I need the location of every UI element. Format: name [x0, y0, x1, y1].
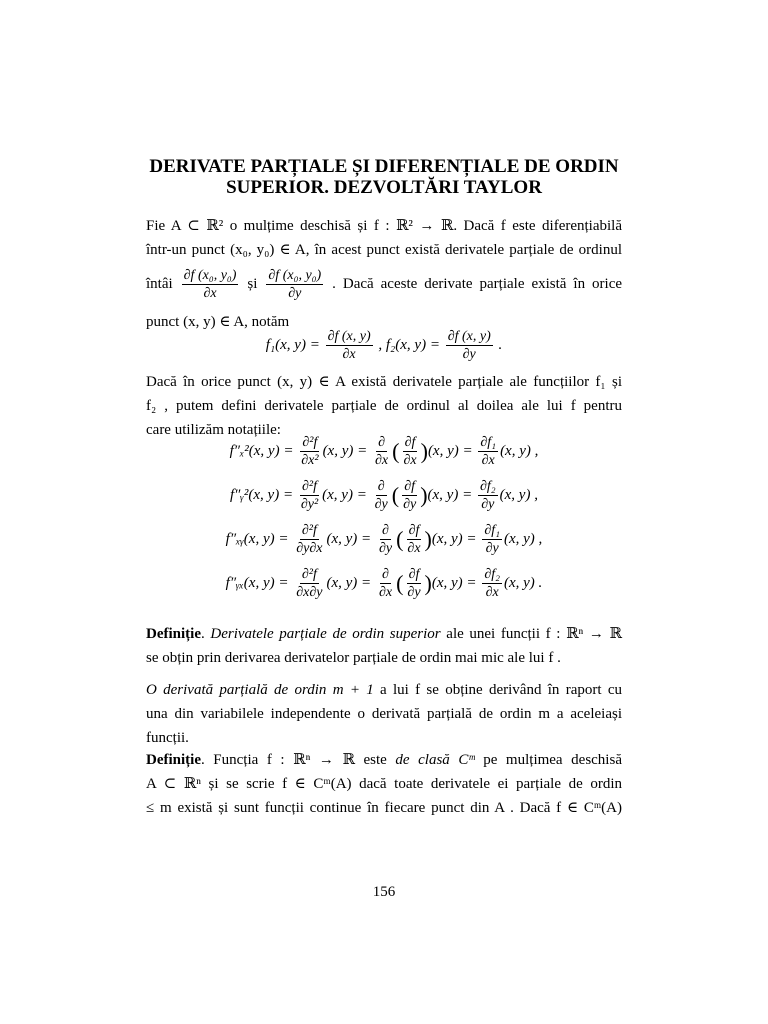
eq-lhs: f″ₓ²(x, y) =	[229, 442, 294, 459]
right-paren: )	[420, 438, 428, 464]
para3-line-1	[146, 678, 622, 702]
right-paren: )	[424, 570, 432, 596]
eq-f2-fraction	[446, 328, 493, 363]
def1-line-1-rest: ale unei funcții f : ℝⁿ → ℝ	[440, 626, 622, 642]
second-order-equation-row	[0, 434, 768, 469]
eq-outer-derivative	[373, 434, 390, 469]
fraction-numerator: ∂f₁	[480, 435, 497, 450]
fraction-denominator: ∂x	[485, 585, 499, 600]
fraction-denominator: ∂x	[375, 453, 389, 468]
page-number: 156	[372, 884, 396, 900]
fraction-numerator: ∂f (x₀, y₀)	[268, 268, 322, 284]
intro-line-2: într-un punct (x₀, y₀) ∈ A, în acest punct există derivatele parțiale de ordinul	[146, 242, 622, 258]
left-paren: (	[391, 482, 400, 508]
conjunction: și	[247, 276, 258, 292]
second-order-paragraph	[146, 370, 622, 442]
eq-lhs: f″ᵧₓ(x, y) =	[225, 574, 289, 591]
fraction-denominator: ∂y	[288, 286, 302, 302]
right-paren: )	[420, 482, 428, 508]
left-paren: (	[396, 570, 404, 596]
def2-line-1	[146, 748, 622, 772]
fraction-denominator: ∂x∂y	[296, 585, 323, 600]
para2-line-3: care utilizăm notațiile:	[146, 422, 281, 438]
eq-f1-fraction	[326, 328, 373, 363]
def1-term: Derivatele parțiale de ordin superior	[210, 626, 441, 642]
fraction-numerator: ∂²f	[301, 479, 317, 494]
eq-lhs: f″ᵧ²(x, y) =	[230, 486, 294, 503]
fraction-denominator: ∂x	[403, 453, 417, 468]
eq-second-derivative	[294, 522, 324, 557]
para3-line-2: una din variabilele independente o derivată parțială de ordin m a aceleiași	[146, 706, 622, 722]
eq-end: (x, y) ,	[499, 486, 538, 503]
fraction-numerator: ∂²f	[301, 523, 317, 538]
para3-italic: O derivată parțială de ordin m + 1	[146, 682, 374, 698]
intro-paragraph	[146, 214, 622, 334]
intro-line-4: punct (x, y) ∈ A, notăm	[146, 314, 290, 330]
left-paren: (	[392, 438, 400, 464]
fraction-numerator: ∂f (x, y)	[327, 329, 371, 344]
eq-second-derivative	[294, 566, 324, 601]
fraction-numerator: ∂	[382, 523, 389, 538]
eq-partial-of-fi	[478, 434, 498, 469]
fraction-numerator: ∂f₂	[484, 567, 500, 582]
fraction-denominator: ∂y∂x	[296, 541, 323, 556]
fraction-denominator: ∂y	[481, 497, 495, 512]
eq-outer-derivative	[377, 566, 394, 601]
intro-line-3	[146, 262, 622, 306]
eq-inner-derivative	[405, 566, 422, 601]
fraction-denominator: ∂x²	[301, 453, 319, 468]
fraction-numerator: ∂²f	[302, 435, 318, 450]
right-paren: )	[424, 526, 432, 552]
eq-partial-of-fi	[478, 478, 498, 513]
fraction-numerator: ∂f	[404, 435, 416, 450]
para2-line-2: f₂ , putem defini derivatele parțiale de ordinul al doilea ale lui f pentru	[146, 398, 622, 414]
fraction-numerator: ∂	[378, 435, 386, 450]
fraction-numerator: ∂	[382, 567, 389, 582]
left-paren: (	[396, 526, 404, 552]
second-order-equation-row	[0, 478, 768, 513]
fraction-numerator: ∂f (x₀, y₀)	[183, 268, 237, 284]
title-line-2: SUPERIOR. DEZVOLTĂRI TAYLOR	[226, 177, 542, 198]
partial-fraction-x	[182, 267, 239, 302]
fraction-denominator: ∂x	[378, 585, 393, 600]
fraction-numerator: ∂	[377, 479, 385, 494]
eq-second-derivative	[299, 478, 320, 513]
eq-mid: (x, y) =	[427, 486, 473, 503]
def2-italic: de clasă Cᵐ	[395, 752, 475, 768]
definition-label: Definiție	[146, 626, 201, 642]
eq-end: (x, y) .	[504, 574, 543, 591]
fraction-denominator: ∂x	[342, 347, 356, 362]
eq-second-derivative	[299, 434, 320, 469]
fraction-denominator: ∂x	[481, 453, 495, 468]
fraction-denominator: ∂y	[485, 541, 499, 556]
def2-line-1-a: . Funcția f : ℝⁿ → ℝ este	[200, 752, 396, 768]
para3-line-3: funcții.	[146, 730, 189, 746]
page-title	[0, 156, 768, 198]
definition-2	[146, 748, 622, 820]
definition-label: Definiție	[146, 752, 201, 768]
fraction-denominator: ∂y	[374, 497, 388, 512]
def2-line-2: A ⊂ ℝⁿ și se scrie f ∈ Cᵐ(A) dacă toate derivatele ei parțiale de ordin	[146, 776, 622, 792]
eq-separator: , f₂(x, y) =	[378, 336, 440, 353]
title-line-1: DERIVATE PARȚIALE ȘI DIFERENȚIALE DE ORDIN	[149, 156, 619, 177]
eq-mid: (x, y) =	[322, 442, 368, 459]
def2-line-1-b: pe mulțimea deschisă	[474, 752, 622, 768]
fraction-denominator: ∂x	[407, 541, 421, 556]
fraction-numerator: ∂f	[408, 523, 420, 538]
fraction-numerator: ∂f	[408, 567, 420, 582]
first-order-equation	[0, 328, 768, 363]
eq-mid: (x, y) =	[326, 530, 372, 547]
order-paragraph	[146, 678, 622, 750]
fraction-numerator: ∂f₁	[484, 523, 500, 538]
fraction-denominator: ∂y	[462, 347, 476, 362]
eq-end: (x, y) ,	[500, 442, 539, 459]
fraction-numerator: ∂²f	[301, 567, 317, 582]
second-order-equation-row	[0, 566, 768, 601]
eq-inner-derivative	[405, 522, 422, 557]
eq-mid: (x, y) =	[427, 442, 473, 459]
eq-partial-of-fi	[482, 522, 502, 557]
eq-end: (x, y) ,	[504, 530, 543, 547]
eq-f1-lhs: f₁(x, y) =	[265, 336, 320, 353]
eq-lhs: f″ₓᵧ(x, y) =	[225, 530, 289, 547]
eq-mid: (x, y) =	[322, 486, 367, 503]
eq-mid: (x, y) =	[431, 530, 477, 547]
fraction-numerator: ∂f (x, y)	[447, 329, 491, 344]
eq-mid: (x, y) =	[431, 574, 477, 591]
def1-line-1: Definiție. Derivatele parțiale de ordin superior ale unei funcții f : ℝⁿ → ℝ	[146, 626, 622, 642]
fraction-denominator: ∂y²	[300, 497, 319, 512]
fraction-denominator: ∂y	[378, 541, 393, 556]
fraction-numerator: ∂f	[404, 479, 416, 494]
eq-outer-derivative	[373, 478, 390, 513]
second-order-equation-row	[0, 522, 768, 557]
eq-mid: (x, y) =	[326, 574, 372, 591]
partial-fraction-y	[266, 267, 323, 302]
def1-line-2: se obțin prin derivarea derivatelor parțiale de ordin mai mic ale lui f .	[146, 650, 561, 666]
eq-inner-derivative	[401, 434, 418, 469]
intro-line-1: Fie A ⊂ ℝ² o mulțime deschisă și f : ℝ² → ℝ. Dacă f este diferențiabilă	[146, 218, 622, 234]
eq-inner-derivative	[401, 478, 418, 513]
para2-line-1: Dacă în orice punct (x, y) ∈ A există derivatele parțiale ale funcțiilor f₁ și	[146, 374, 622, 390]
eq-outer-derivative	[377, 522, 394, 557]
fraction-denominator: ∂y	[407, 585, 421, 600]
intro-line-3-start: întâi	[146, 276, 173, 292]
intro-line-3-end: . Dacă aceste derivate parțiale există în orice	[332, 276, 623, 292]
eq-end: .	[498, 336, 503, 353]
fraction-denominator: ∂x	[203, 286, 217, 302]
para3-line-1-rest: a lui f se obține derivând în raport cu	[373, 682, 622, 698]
fraction-numerator: ∂f₂	[479, 479, 496, 494]
eq-partial-of-fi	[482, 566, 502, 601]
def2-line-3: ≤ m există și sunt funcții continue în fiecare punct din A . Dacă f ∈ Cᵐ(A)	[146, 800, 622, 816]
fraction-denominator: ∂y	[403, 497, 417, 512]
definition-1	[146, 622, 622, 670]
